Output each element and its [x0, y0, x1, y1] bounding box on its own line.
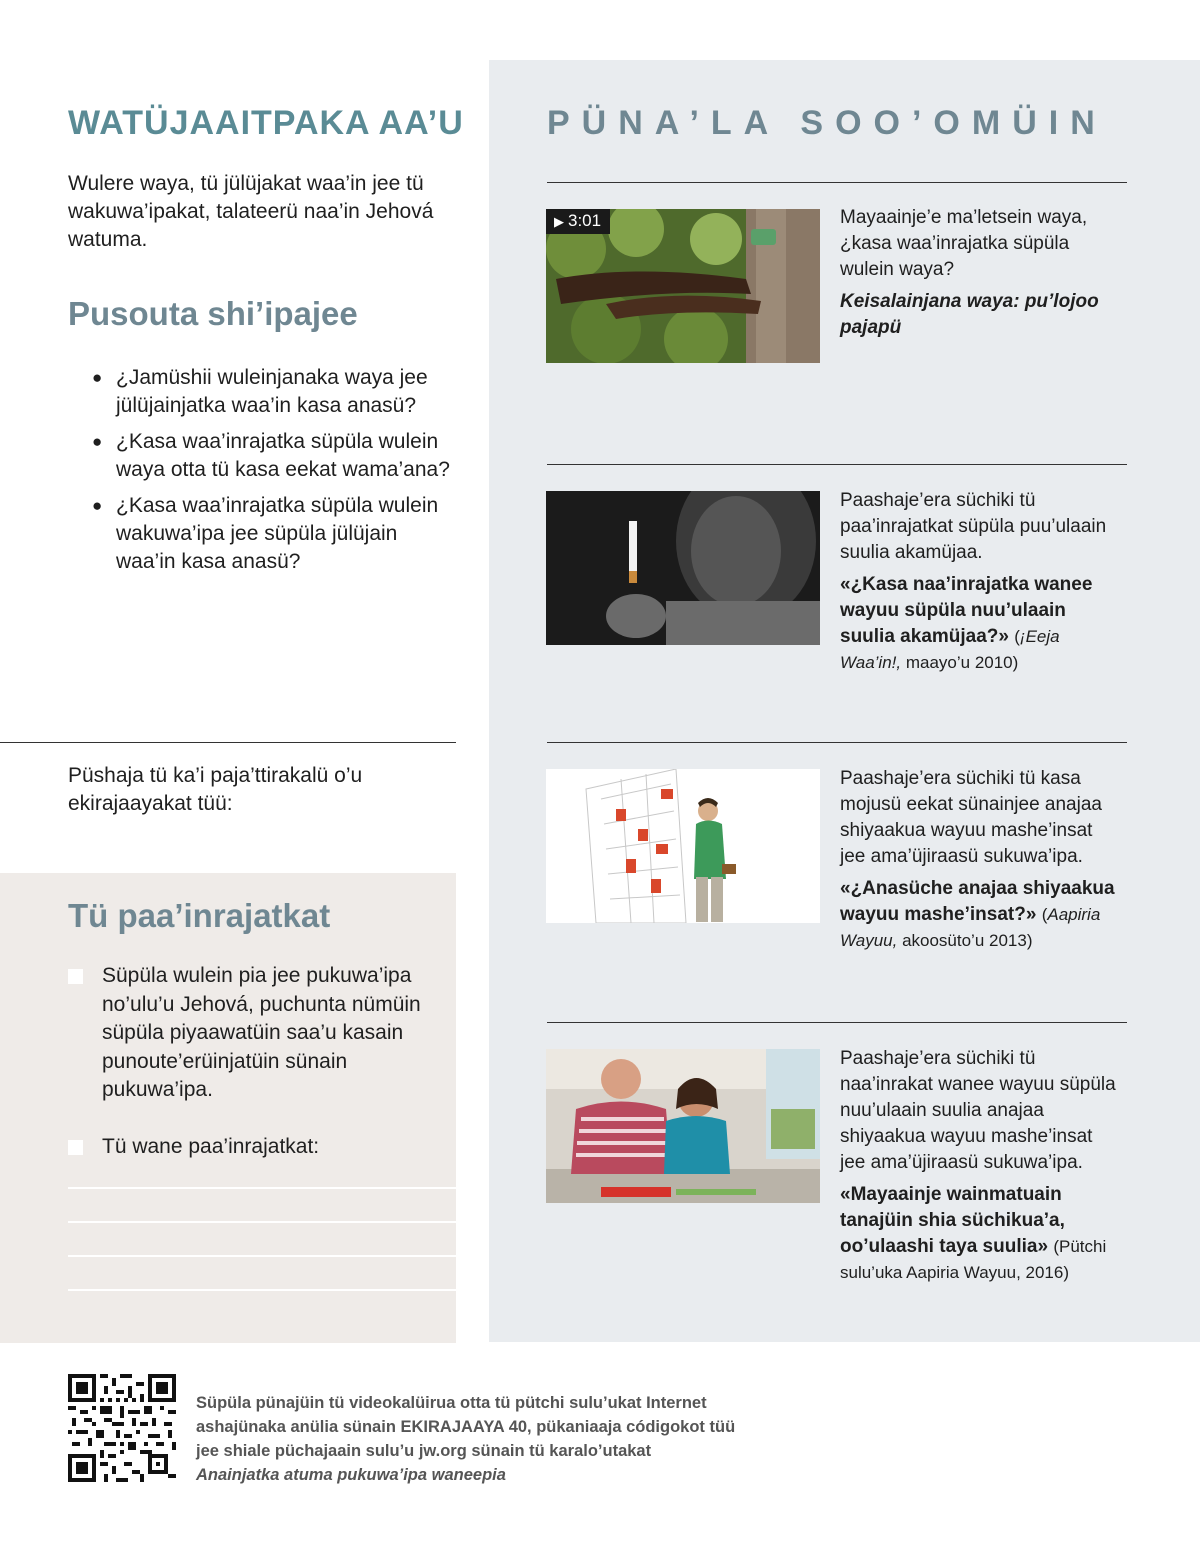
entry-reference[interactable]: «¿Anasüche anajaa shiyaakua wayuu mashe’insat?» (Aapiria Wayuu, akoosüto’u 2013): [840, 878, 1115, 950]
article-thumbnail[interactable]: [546, 491, 820, 645]
bullet-icon: ●: [92, 496, 103, 515]
entry-reference[interactable]: «¿Kasa naa’inrajatka wanee wayuu süpüla nuu’ulaain suulia akamüjaa?» (¡Eeja Waa’in!, maayo’u 2010): [840, 574, 1093, 672]
entry-reference[interactable]: Keisalainjana waya: pu’lojoo pajapü: [840, 291, 1099, 338]
goal-checkbox-item[interactable]: [68, 962, 448, 1105]
entry-description: Paashaje’era süchiki tü paa’inrajatkat süpüla puu’ulaain suulia akamüjaa.: [840, 490, 1107, 563]
entry-description: Paashaje’era süchiki tü kasa mojusü eekat sünainjee anajaa shiyaakua wayuu mashe’insat jee ama’üjiraasü sukuwa’ipa.: [840, 768, 1102, 867]
man-building-illustration: [546, 769, 820, 923]
entry-divider: [547, 182, 1127, 183]
cigarette-image: [546, 491, 820, 645]
goals-heading: Tü paa’inrajatkat: [68, 897, 331, 934]
goal-text: Süpüla wulein pia jee pukuwa’ipa no’ulu’u Jehová, puchunta nümüin süpüla piyaawatüin saa’u kasain punoute’erüinjatüin sünain pukuwa’ipa.: [102, 964, 421, 1101]
review-questions: [92, 364, 452, 584]
writing-line[interactable]: [68, 1289, 456, 1291]
checkbox-icon[interactable]: [68, 1140, 83, 1155]
article-thumbnail[interactable]: [546, 769, 820, 923]
footer-instructions: Süpüla pünajüin tü videokalüirua otta tü pütchi sulu’ukat Internet ashajünaka anülia sünain EKIRAJAAYA 40, pükaniaaja códigokot tüü jee shiale püchajaain sulu’u jw.org sünain tü karalo’utakat Anainjatka atuma pukuwa’ipa waneepia: [196, 1394, 736, 1484]
goal-checkbox-item[interactable]: [68, 1133, 448, 1162]
entry-divider: [547, 742, 1127, 743]
bullet-icon: ●: [92, 432, 103, 451]
entry-source: (Pütchi sulu’uka Aapiria Wayuu, 2016): [840, 1237, 1107, 1282]
entry-divider: [547, 464, 1127, 465]
play-icon: ▶: [554, 214, 564, 229]
explore-heading: PÜNA’LA SOO’OMÜIN: [547, 104, 1107, 142]
video-duration-badge: ▶ 3:01: [546, 209, 610, 234]
entry-text: [840, 205, 1120, 341]
entry-source: (¡Eeja Waa’in!, maayo’u 2010): [840, 627, 1060, 672]
goals-box: [0, 873, 456, 1343]
bullet-icon: ●: [92, 368, 103, 387]
article-thumbnail[interactable]: [546, 1049, 820, 1203]
entry-source: (Aapiria Wayuu, akoosüto’u 2013): [840, 905, 1101, 950]
entry-description: Mayaainje’e ma’letsein waya, ¿kasa waa’inrajatka süpüla wulein waya?: [840, 207, 1088, 280]
qr-code[interactable]: [68, 1374, 176, 1482]
review-question: ● ¿Kasa waa’inrajatka süpüla wulein wakuwa’ipa jee süpüla jülüjain waa’in kasa anasü?: [92, 494, 439, 573]
entry-text: [840, 1046, 1120, 1286]
review-heading: Pusouta shi’ipajee: [68, 295, 358, 332]
summary-paragraph: Wulere waya, tü jülüjakat waa’in jee tü wakuwa’ipakat, talateerü naa’in Jehová watuma.: [68, 172, 434, 251]
review-question: ● ¿Jamüshii wuleinjanaka waya jee jülüjainjatka waa’in kasa anasü?: [92, 366, 428, 417]
entry-description: Paashaje’era süchiki tü naa’inrakat wanee wayuu süpüla nuu’ulaain suulia anajaa shiyaakua wayuu mashe’insat jee ama’üjiraasü sukuwa’ipa.: [840, 1048, 1116, 1173]
date-note: Püshaja tü ka’i paja’ttirakalü o’u ekirajaayakat tüü:: [68, 764, 363, 815]
entry-text: [840, 488, 1120, 676]
review-question: ● ¿Kasa waa’inrajatka süpüla wulein waya otta tü kasa eekat wama’ana?: [92, 430, 450, 481]
writing-line[interactable]: [68, 1255, 456, 1257]
summary-heading: WATÜJAAITPAKA AA’U: [68, 104, 464, 142]
entry-divider: [547, 1022, 1127, 1023]
writing-line[interactable]: [68, 1187, 456, 1189]
goal-text: Tü wane paa’inrajatkat:: [102, 1135, 320, 1158]
writing-line[interactable]: [68, 1221, 456, 1223]
video-thumbnail[interactable]: [546, 209, 820, 363]
checkbox-icon[interactable]: [68, 969, 83, 984]
entry-reference[interactable]: «Mayaainje wainmatuain tanajüin shia süchikua’a, oo’ulaashi taya suulia» (Pütchi sulu’uka Aapiria Wayuu, 2016): [840, 1184, 1107, 1282]
section-divider: [0, 742, 456, 743]
couple-kitchen-image: [546, 1049, 820, 1203]
entry-text: [840, 766, 1120, 954]
